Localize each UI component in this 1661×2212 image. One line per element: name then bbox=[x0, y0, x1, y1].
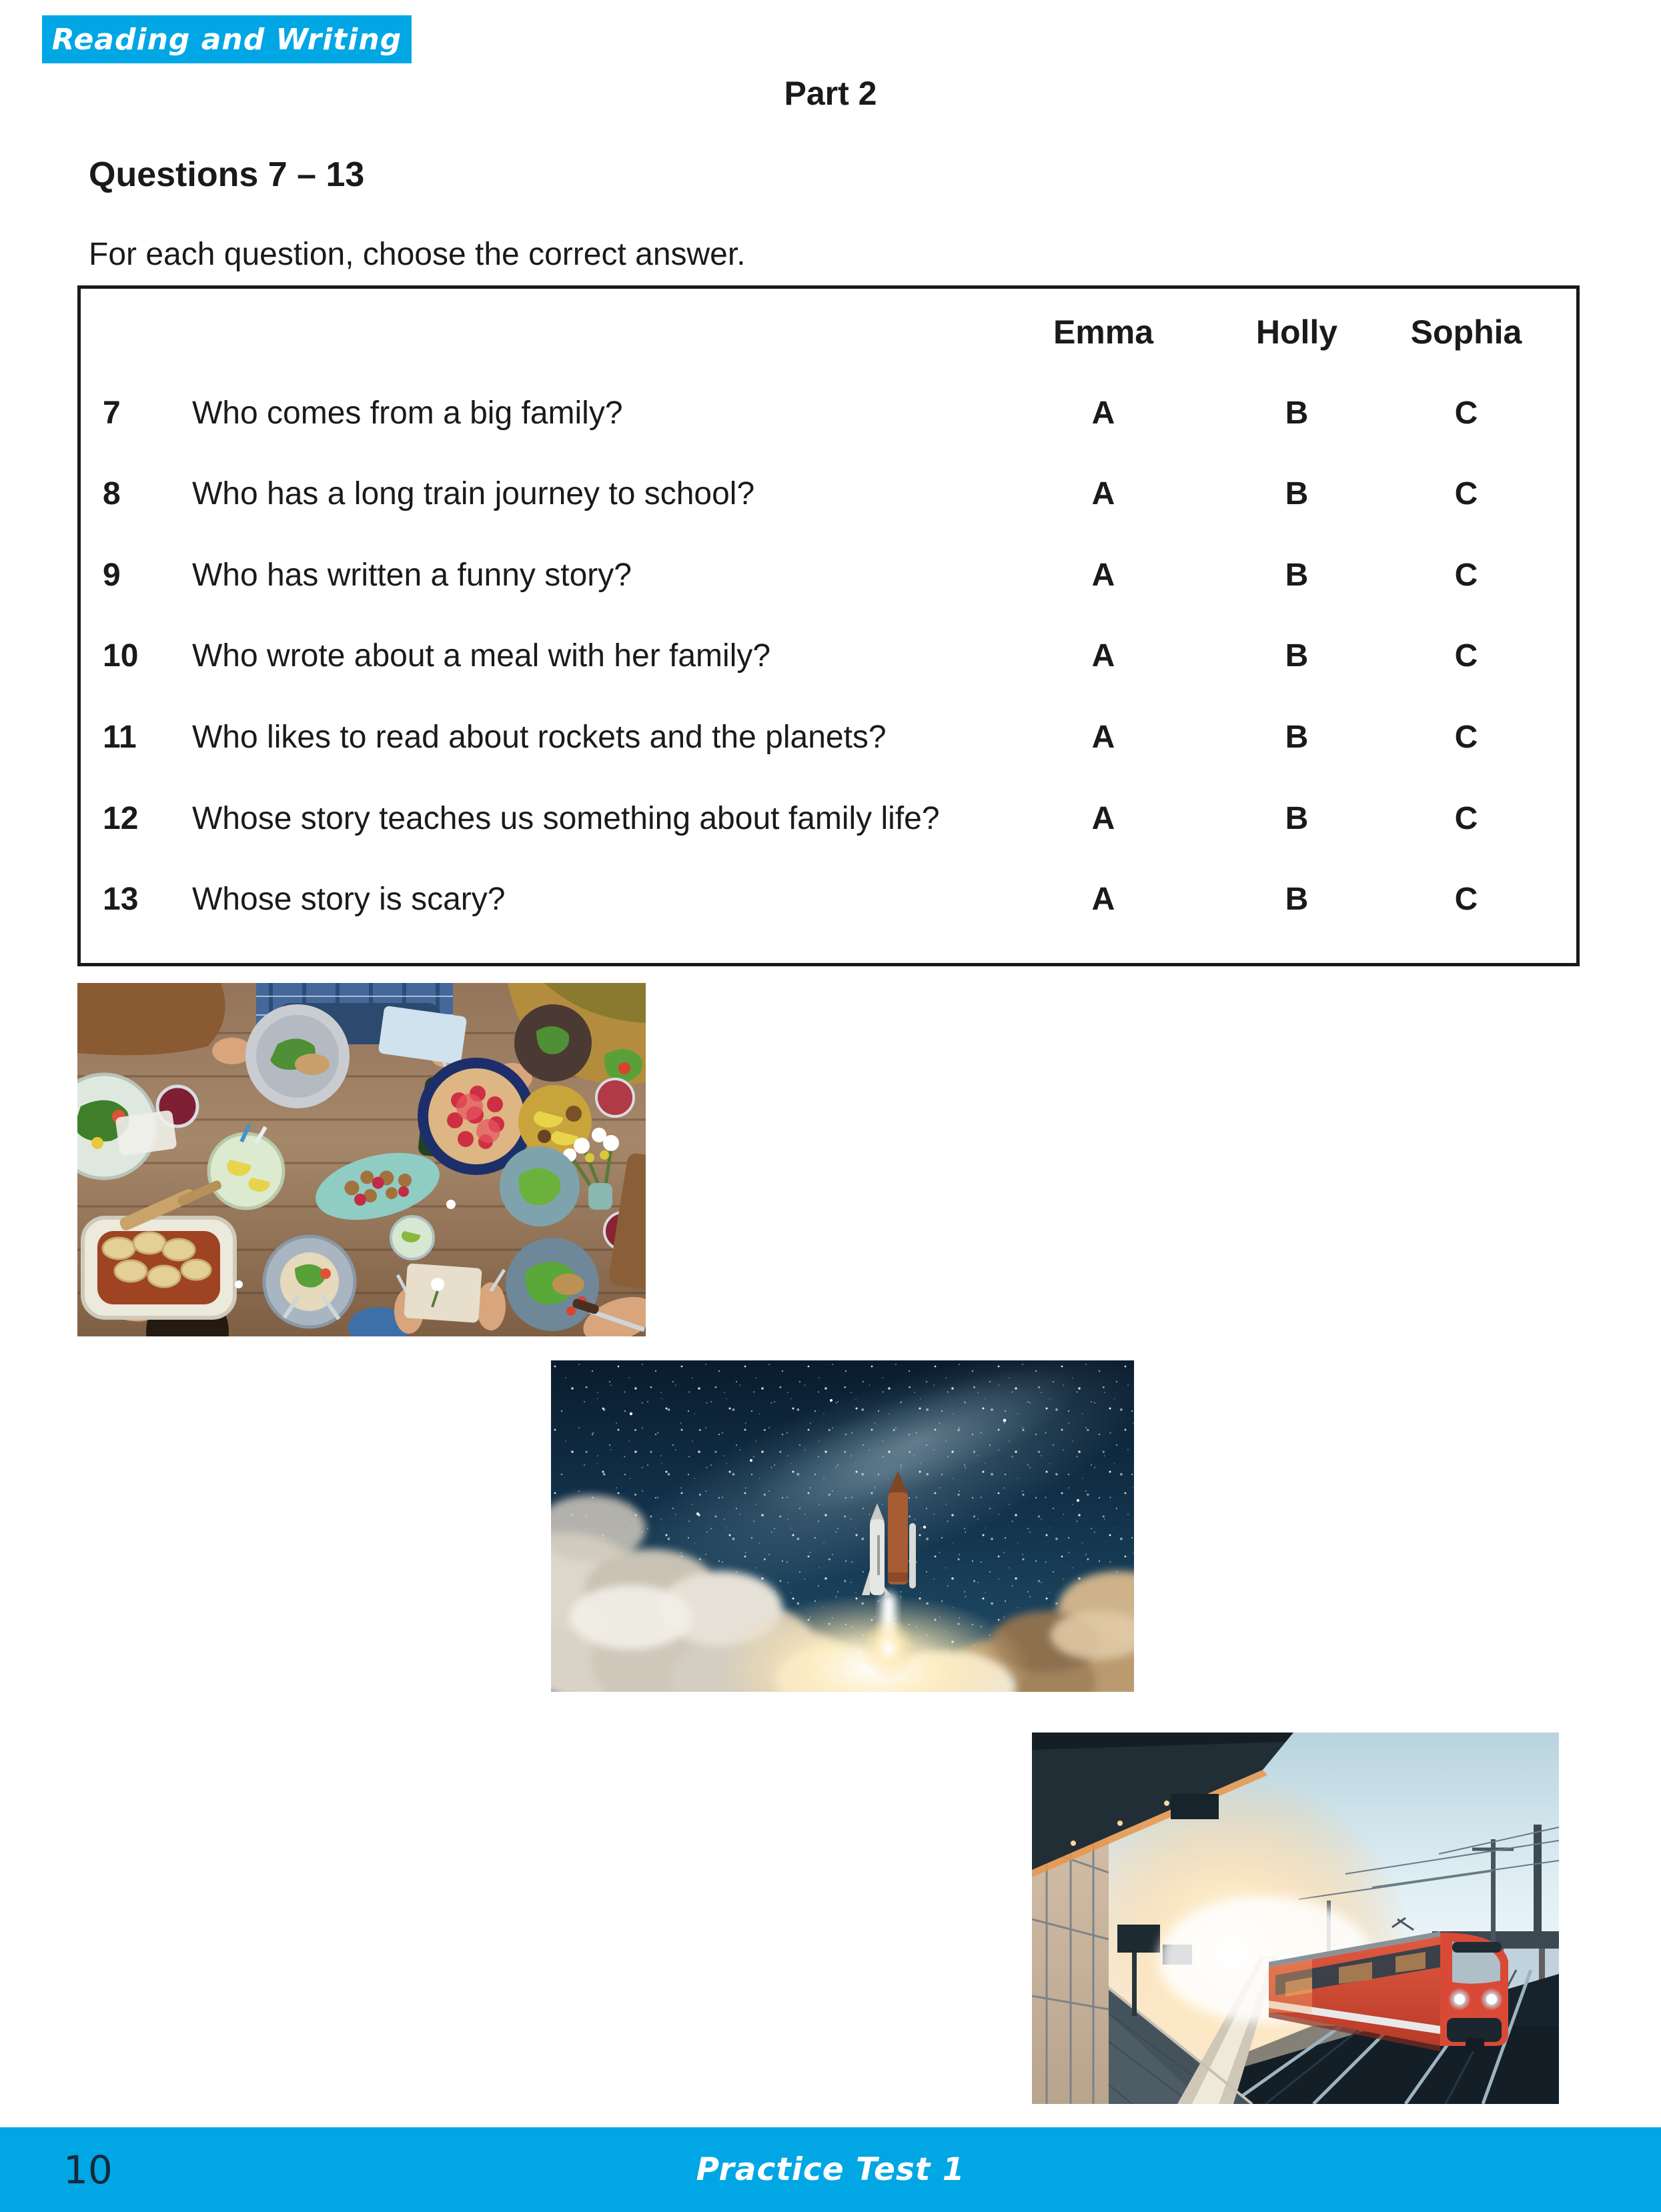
question-text: Whose story teaches us something about family life? bbox=[192, 801, 940, 836]
family-meal-illustration bbox=[77, 983, 646, 1336]
train-station-illustration bbox=[1032, 1733, 1559, 2104]
option-c[interactable]: C bbox=[1454, 476, 1478, 511]
question-text: Who comes from a big family? bbox=[192, 395, 623, 431]
train-station-photo bbox=[1032, 1733, 1559, 2104]
page-number: 10 bbox=[63, 2147, 113, 2193]
option-a[interactable]: A bbox=[1091, 476, 1115, 511]
questions-heading: Questions 7 – 13 bbox=[89, 155, 365, 194]
question-number: 13 bbox=[103, 882, 139, 917]
option-c[interactable]: C bbox=[1454, 882, 1478, 917]
question-row-7 bbox=[81, 393, 1576, 433]
column-header-emma: Emma bbox=[1053, 313, 1154, 351]
section-tag-label: Reading and Writing bbox=[51, 22, 402, 57]
option-c[interactable]: C bbox=[1454, 395, 1478, 431]
question-row-10 bbox=[81, 636, 1576, 676]
question-number: 8 bbox=[103, 476, 121, 511]
column-header-sophia: Sophia bbox=[1410, 313, 1522, 351]
footer-bar bbox=[0, 2127, 1661, 2212]
section-tag bbox=[42, 15, 412, 63]
column-header-holly: Holly bbox=[1255, 313, 1338, 351]
question-row-11 bbox=[81, 718, 1576, 758]
question-number: 10 bbox=[103, 638, 139, 674]
option-b[interactable]: B bbox=[1285, 882, 1309, 917]
bottom-center-plate bbox=[264, 1236, 355, 1327]
question-number: 11 bbox=[103, 720, 137, 755]
option-b[interactable]: B bbox=[1285, 395, 1309, 431]
rocket-launch-illustration bbox=[551, 1360, 1134, 1692]
question-number: 9 bbox=[103, 558, 121, 593]
option-a[interactable]: A bbox=[1091, 801, 1115, 836]
part-title: Part 2 bbox=[784, 75, 877, 112]
question-text: Who has a long train journey to school? bbox=[192, 476, 755, 511]
question-number: 7 bbox=[103, 395, 121, 431]
option-b[interactable]: B bbox=[1285, 801, 1309, 836]
option-c[interactable]: C bbox=[1454, 801, 1478, 836]
question-text: Whose story is scary? bbox=[192, 882, 506, 917]
footer-book-label: Practice Test 1 bbox=[696, 2151, 965, 2188]
answer-table bbox=[77, 285, 1580, 966]
option-a[interactable]: A bbox=[1091, 558, 1115, 593]
option-b[interactable]: B bbox=[1285, 476, 1309, 511]
question-text: Who has written a funny story? bbox=[192, 558, 632, 593]
option-a[interactable]: A bbox=[1091, 720, 1115, 755]
question-row-9 bbox=[81, 556, 1576, 596]
bottom-right-plate bbox=[506, 1238, 599, 1331]
option-a[interactable]: A bbox=[1091, 882, 1115, 917]
option-c[interactable]: C bbox=[1454, 638, 1478, 674]
option-b[interactable]: B bbox=[1285, 558, 1309, 593]
option-a[interactable]: A bbox=[1091, 638, 1115, 674]
option-c[interactable]: C bbox=[1454, 720, 1478, 755]
question-text: Who wrote about a meal with her family? bbox=[192, 638, 771, 674]
question-text: Who likes to read about rockets and the planets? bbox=[192, 720, 887, 755]
question-row-13 bbox=[81, 880, 1576, 920]
rocket-launch-photo bbox=[551, 1360, 1134, 1692]
option-b[interactable]: B bbox=[1285, 720, 1309, 755]
question-number: 12 bbox=[103, 801, 139, 836]
question-row-12 bbox=[81, 799, 1576, 839]
option-c[interactable]: C bbox=[1454, 558, 1478, 593]
family-meal-photo bbox=[77, 983, 646, 1336]
instruction-text: For each question, choose the correct answer. bbox=[89, 237, 746, 272]
option-b[interactable]: B bbox=[1285, 638, 1309, 674]
question-row-8 bbox=[81, 474, 1576, 514]
option-a[interactable]: A bbox=[1091, 395, 1115, 431]
